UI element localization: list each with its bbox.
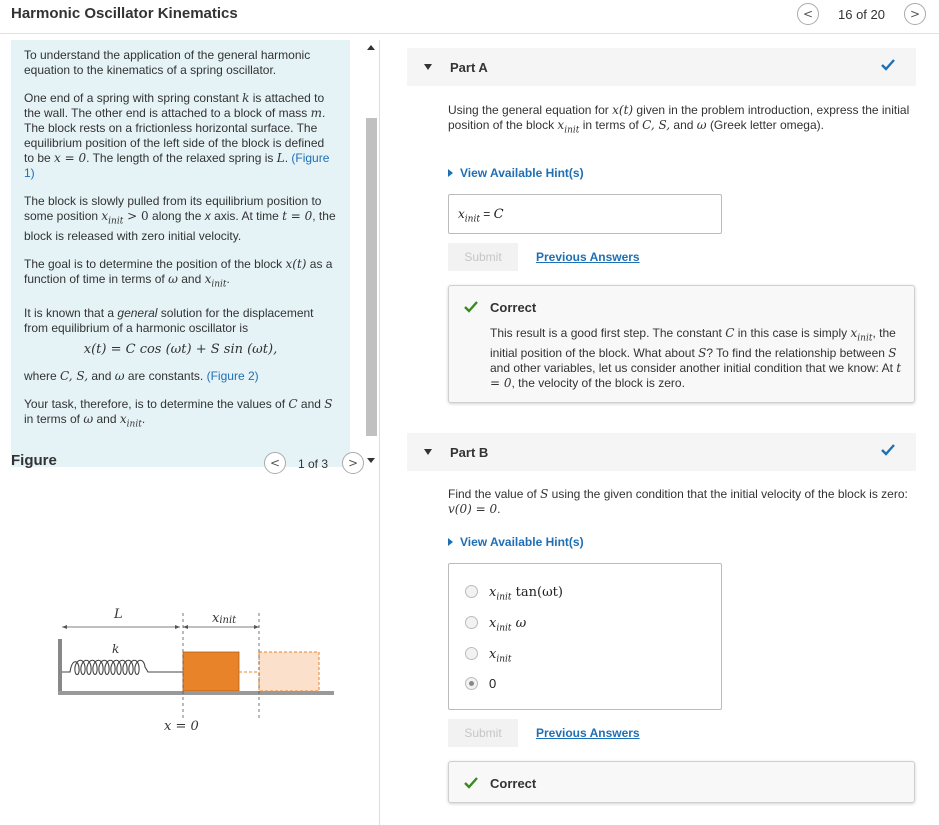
figure-heading: Figure: [11, 452, 57, 469]
wall: [58, 639, 62, 695]
part-a-submit-button[interactable]: Submit: [448, 243, 518, 271]
check-icon: [880, 57, 896, 73]
figure-pager: 1 of 3: [298, 457, 329, 471]
intro-paragraph-1: To understand the application of the general harmonic equation to the kinematics of a spring oscillator.: [24, 48, 311, 77]
collapse-triangle-icon: [424, 64, 432, 70]
part-a-hint-toggle[interactable]: View Available Hint(s): [448, 166, 584, 180]
figure-previous-button[interactable]: [264, 452, 286, 474]
intro-paragraph-2: One end of a spring with spring constant k is attached to the wall. The other end is attached to a block of mass m. The block rests on a frictionless horizontal surface. The equilibrium position of the left side of the block is defined to be x = 0. The length of the relaxed spring is L. (Figure 1): [24, 91, 330, 180]
xinit-label: xinit: [212, 611, 237, 626]
part-b-submit-button[interactable]: Submit: [448, 719, 518, 747]
intro-paragraph-5: It is known that a general solution for the displacement from equilibrium of a harmonic oscillator is: [24, 305, 314, 335]
spring: [62, 660, 183, 674]
part-a-answer-field[interactable]: $x_{init} = C$: [448, 194, 722, 234]
next-item-button[interactable]: [904, 3, 926, 25]
equilibrium-label: x = 0: [164, 719, 199, 734]
scrollbar-thumb[interactable]: [366, 118, 377, 436]
correct-check-icon: [464, 301, 478, 313]
collapse-triangle-icon: [424, 449, 432, 455]
feedback-title: Correct: [490, 300, 537, 315]
radio-button-selected[interactable]: [465, 677, 478, 690]
previous-item-button[interactable]: [797, 3, 819, 25]
item-pager: 16 of 20: [838, 7, 885, 22]
scroll-up-arrow-icon[interactable]: [367, 45, 375, 50]
check-icon: [880, 442, 896, 458]
spring-constant-label: k: [112, 642, 120, 656]
correct-check-icon: [464, 777, 478, 789]
part-a-header[interactable]: [407, 48, 916, 86]
floor: [58, 691, 334, 695]
header-bar: [0, 0, 939, 34]
part-b-label: Part B: [450, 445, 489, 460]
part-b-feedback: [448, 761, 915, 803]
radio-button[interactable]: [465, 585, 478, 598]
part-a-feedback: [448, 285, 915, 403]
chevron-right-icon: >: [909, 7, 921, 21]
part-b-question: Find the value of S using the given condition that the initial velocity of the block is zero: v(0) = 0.: [448, 487, 908, 516]
caret-right-icon: [448, 538, 453, 546]
length-label: L: [114, 607, 123, 622]
part-a-question: Using the general equation for x(t) given in the problem introduction, express the initial position of the block $x_{init}$ in terms of C, S, and ω (Greek letter omega).: [448, 103, 910, 136]
intro-scrollbar[interactable]: [364, 40, 378, 470]
intro-paragraph-6: where C, S, and ω are constants. (Figure 2): [24, 368, 259, 383]
intro-paragraph-4: The goal is to determine the position of the block x(t) as a function of time in terms of ω and $x_{init}$.: [24, 257, 333, 290]
block: [183, 652, 239, 691]
figure-next-button[interactable]: [342, 452, 364, 474]
scroll-down-arrow-icon[interactable]: [367, 458, 375, 463]
displaced-block-outline: [259, 652, 319, 691]
spring-block-figure: [40, 555, 340, 765]
chevron-right-icon: >: [347, 456, 359, 470]
feedback-body: This result is a good first step. The constant C in this case is simply $x_{init}$, the initial position of the block. What about S? To find the relationship between S and other variables, let us consider another initial condition that we know: At t = 0, the velocity of the block is zero.: [490, 326, 902, 391]
page-title: Harmonic Oscillator Kinematics: [11, 5, 238, 22]
figure-2-link[interactable]: (Figure 2): [206, 368, 259, 383]
radio-button[interactable]: [465, 647, 478, 660]
part-a-previous-answers-link[interactable]: Previous Answers: [536, 250, 640, 264]
caret-right-icon: [448, 169, 453, 177]
radio-button[interactable]: [465, 616, 478, 629]
part-b-choices: $x_{init}$ tan(ωt) $x_{init}$ ω $x_{init}$ 0: [448, 563, 722, 710]
intro-paragraph-7: Your task, therefore, is to determine the values of C and S in terms of ω and $x_{init}$.: [24, 396, 333, 430]
feedback-title: Correct: [490, 776, 537, 791]
chevron-left-icon: <: [802, 7, 814, 21]
part-b-header[interactable]: [407, 433, 916, 471]
problem-introduction: [11, 40, 350, 467]
part-b-previous-answers-link[interactable]: Previous Answers: [536, 726, 640, 740]
part-a-label: Part A: [450, 60, 488, 75]
part-b-hint-toggle[interactable]: View Available Hint(s): [448, 535, 584, 549]
intro-paragraph-3: The block is slowly pulled from its equilibrium position to some position $x_{init} > 0$ along the x axis. At time t = 0, the block is released with zero initial velocity.: [24, 194, 336, 244]
figure-1-link[interactable]: (Figure 1): [24, 151, 330, 180]
general-solution-equation: x(t) = C cos (ωt) + S sin (ωt),: [83, 341, 278, 357]
chevron-left-icon: <: [269, 456, 281, 470]
